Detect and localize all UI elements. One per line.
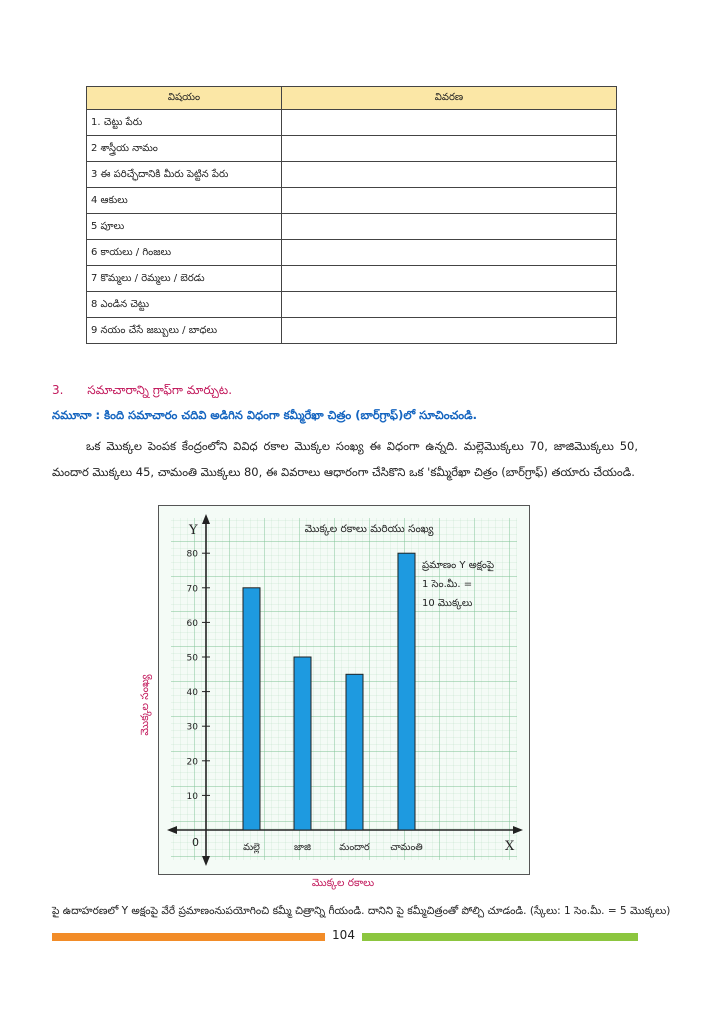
x-category-label: మల్లె xyxy=(243,842,260,853)
y-tick-label: 70 xyxy=(186,584,198,595)
y-tick-label: 80 xyxy=(186,549,198,560)
y-tick-label: 20 xyxy=(186,757,198,768)
bar-2 xyxy=(346,674,363,830)
origin-label: 0 xyxy=(192,836,199,849)
y-tick-label: 50 xyxy=(186,653,198,664)
page-number: 104 xyxy=(332,928,355,942)
row-label: 8 ఎండిన చెట్టు xyxy=(87,292,282,318)
table-row xyxy=(87,136,617,162)
column-header-description: వివరణ xyxy=(282,87,617,110)
x-axis-arrow-icon xyxy=(513,826,523,834)
x-axis-label: మొక్కల రకాలు xyxy=(311,877,375,889)
x-category-label: చామంతి xyxy=(390,842,423,853)
bar-1 xyxy=(294,657,311,830)
footer-bar-green xyxy=(362,933,638,941)
y-tick-label: 10 xyxy=(186,791,198,802)
y-tick-label: 60 xyxy=(186,618,198,629)
bar-3 xyxy=(398,553,415,830)
table-row xyxy=(87,318,617,344)
row-label: 9 నయం చేసే జబ్బులు / బాధలు xyxy=(87,318,282,344)
y-tick-label: 40 xyxy=(186,688,198,699)
row-label: 2 శాస్త్రీయ నామం xyxy=(87,136,282,162)
row-value[interactable] xyxy=(282,240,617,266)
table-row xyxy=(87,214,617,240)
row-value[interactable] xyxy=(282,188,617,214)
row-label: 3 ఈ పరిచ్ఛేదానికి మీరు పెట్టిన పేరు xyxy=(87,162,282,188)
bar-0 xyxy=(243,588,260,830)
section-number: 3. xyxy=(52,383,64,397)
row-label: 4 ఆకులు xyxy=(87,188,282,214)
x-axis-letter: X xyxy=(505,839,515,854)
row-label: 6 కాయలు / గింజలు xyxy=(87,240,282,266)
chart-title: మొక్కల రకాలు మరియు సంఖ్య xyxy=(304,523,434,535)
bar-chart xyxy=(159,506,529,874)
example-heading: నమూనా : కింది సమాచారం చదివి అడిగిన విధంగా కమ్మీరేఖా చిత్రం (బార్‌గ్రాఫ్)లో సూచించండి. xyxy=(52,408,478,422)
bar-chart-panel xyxy=(158,505,530,875)
row-label: 5 పూలు xyxy=(87,214,282,240)
y-axis-label-svg xyxy=(138,660,158,750)
scale-note-line-1: ప్రమాణం Y అక్షంపై xyxy=(422,560,495,571)
row-value[interactable] xyxy=(282,292,617,318)
x-category-label: జాజి xyxy=(294,842,311,853)
section-title: సమాచారాన్ని గ్రాఫ్‌గా మార్చుట. xyxy=(87,383,233,397)
section-heading xyxy=(52,383,232,400)
footer-bar-orange xyxy=(52,933,325,941)
y-axis-letter: Y xyxy=(189,523,198,538)
problem-paragraph: ఒక మొక్కల పెంపక కేంద్రంలోని వివిధ రకాల మొక్కల సంఖ్య ఈ విధంగా ఉన్నది. మల్లెమొక్కలు 70, జాజిమొక్కలు 50, మందార మొక్కలు 45, చామంతి మొక్కలు 80, ఈ వివరాలు ఆధారంగా చేసికొని ఒక 'కమ్మీరేఖా చిత్రం (బార్‌గ్రాఫ్) తయారు చేయండి. xyxy=(52,439,638,479)
column-header-subject: విషయం xyxy=(87,87,282,110)
row-value[interactable] xyxy=(282,318,617,344)
x-category-label: మందార xyxy=(339,842,370,853)
table-row xyxy=(87,110,617,136)
row-label: 7 కొమ్మలు / రెమ్మలు / బెరడు xyxy=(87,266,282,292)
info-table-container xyxy=(86,86,617,344)
scale-note-line-3: 10 మొక్కలు xyxy=(422,598,473,609)
row-value[interactable] xyxy=(282,266,617,292)
row-value[interactable] xyxy=(282,162,617,188)
y-axis-down-arrow-icon xyxy=(202,856,210,866)
table-header-row xyxy=(87,87,617,110)
y-tick-label: 30 xyxy=(186,722,198,733)
y-axis-label: మొక్కల సంఖ్య xyxy=(139,674,151,736)
row-value[interactable] xyxy=(282,136,617,162)
row-value[interactable] xyxy=(282,110,617,136)
table-row xyxy=(87,188,617,214)
scale-note-line-2: 1 సెం.మీ. = xyxy=(422,579,473,590)
row-label: 1. చెట్టు పేరు xyxy=(87,110,282,136)
bottom-caption: పై ఉదాహరణలో Y అక్షంపై వేరే ప్రమాణంనుపయోగించి కమ్మీ చిత్రాన్ని గీయండి. దానిని పై కమ్మీచిత్రంతో పోల్చి చూడండి. (స్కేలు: 1 సెం.మీ. = 5 మొక్కలు) xyxy=(52,905,671,917)
table-row xyxy=(87,292,617,318)
table-row xyxy=(87,266,617,292)
table-row xyxy=(87,162,617,188)
table-row xyxy=(87,240,617,266)
info-table xyxy=(86,86,617,344)
row-value[interactable] xyxy=(282,214,617,240)
